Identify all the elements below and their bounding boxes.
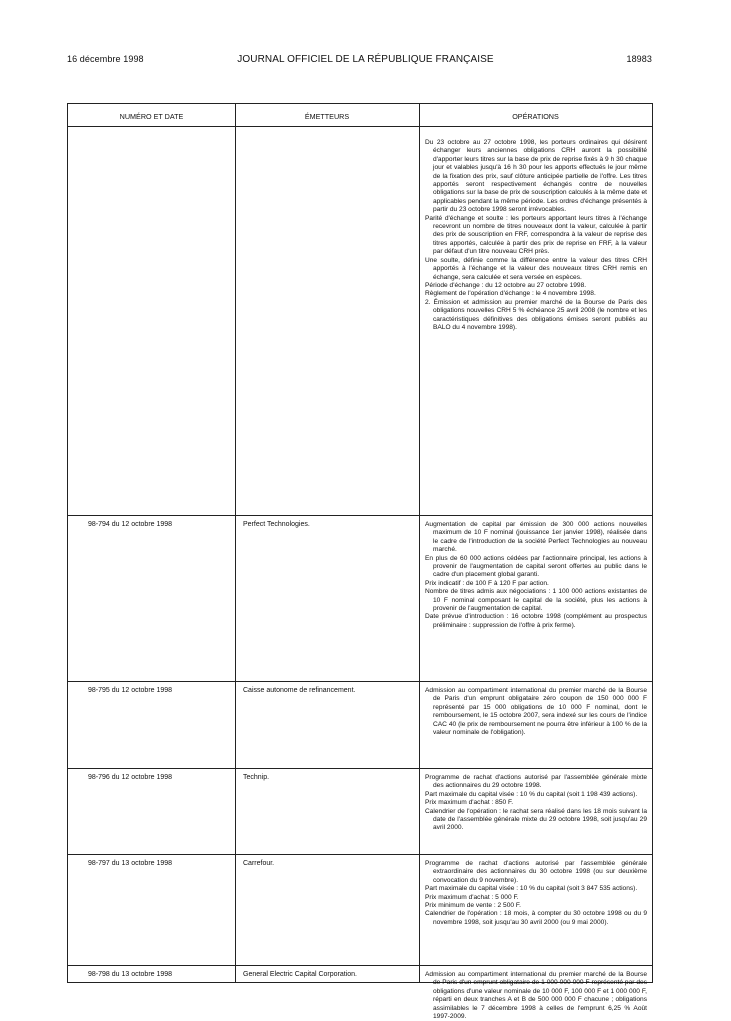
operation-paragraph: Augmentation de capital par émission de 300 000 actions nouvelles maximum de 10 F nominal (jouissance 1er janvier 1998), réalisée dans le cadre de l'introduction de la société Perfect Technologies au nouveau marché.	[425, 521, 647, 554]
operation-paragraph: Période d'échange : du 12 octobre au 27 octobre 1998.	[425, 281, 587, 289]
operation-paragraph: Admission au compartiment international du premier marché de la Bourse de Paris d'un emprunt obligataire de 1 000 000 000 F représenté par des obligations d'une valeur nominale de 10 000 F, 100 000 F et 1 000 000 F, réparti en deux tranches A et B de 500 000 000 F chacune ; obligations assimilables le 7 décembre 1998 à celles de l'emprunt 6,25 % Août 1997-2009.	[425, 971, 647, 1021]
header-date: 16 décembre 1998	[67, 54, 144, 64]
row-operations	[425, 687, 647, 737]
operation-paragraph: Part maximale du capital visée : 10 % du capital (soit 1 198 439 actions).	[425, 790, 638, 798]
operation-paragraph: Programme de rachat d'actions autorisé par l'assemblée générale extraordinaire des actionnaires du 30 octobre 1998 (ou sur deuxième convocation du 9 novembre).	[425, 860, 647, 884]
table-header	[68, 104, 652, 127]
operation-paragraph: Admission au compartiment international du premier marché de la Bourse de Paris d'un emprunt obligataire zéro coupon de 150 000 000 F représenté par 15 000 obligations de 10 000 F nominal, dont le remboursement, le 15 octobre 2007, sera indexé sur les cours de l'indice CAC 40 (le prix de remboursement ne pourra être inférieur à 100 % de la valeur nominale de l'obligation).	[425, 687, 647, 737]
row-issuer: Carrefour.	[243, 860, 275, 867]
column-header-operations: OPÉRATIONS	[512, 112, 559, 121]
row-number: 98-797 du 13 octobre 1998	[88, 860, 173, 867]
row-operations	[425, 139, 647, 332]
row-issuer: Technip.	[243, 774, 270, 781]
operation-paragraph: Prix minimum de vente : 2 500 F.	[425, 902, 522, 910]
journal-title: JOURNAL OFFICIEL DE LA RÉPUBLIQUE FRANÇAISE	[237, 54, 494, 65]
row-number: 98-798 du 13 octobre 1998	[88, 971, 173, 978]
operation-paragraph: Règlement de l'opération d'échange : le 4 novembre 1998.	[425, 290, 596, 298]
operation-paragraph: Part maximale du capital visée : 10 % du capital (soit 3 847 535 actions).	[425, 885, 638, 893]
row-issuer: Caisse autonome de refinancement.	[243, 687, 356, 694]
operation-paragraph: Prix indicatif : de 100 F à 120 F par action.	[425, 579, 549, 587]
table-row	[68, 681, 652, 769]
operation-paragraph: Nombre de titres admis aux négociations : 1 100 000 actions existantes de 10 F nominal composant le capital de la société, plus les actions à provenir de l'augmentation de capital.	[425, 588, 647, 613]
operation-paragraph: Une soulte, définie comme la différence entre la valeur des titres CRH apportés à l'échange et la valeur des nouveaux titres CRH remis en échange, sera calculée et sera versée en espèces.	[425, 256, 647, 281]
row-issuer: Perfect Technologies.	[243, 521, 310, 528]
table-row	[68, 854, 652, 966]
operations-table	[67, 103, 653, 1021]
row-operations	[425, 521, 647, 630]
column-header-number: NUMÉRO ET DATE	[119, 112, 184, 121]
column-header-issuers: ÉMETTEURS	[304, 112, 350, 121]
table-row	[68, 515, 652, 682]
operation-paragraph: Calendrier de l'opération : 18 mois, à compter du 30 octobre 1998 ou du 9 novembre 1998, soit jusqu'au 30 avril 2000 (ou 9 mai 2000).	[425, 910, 647, 926]
table-row	[68, 965, 652, 1021]
operation-paragraph: Programme de rachat d'actions autorisé par l'assemblée générale mixte des actionnaires du 29 octobre 1998.	[425, 774, 647, 790]
row-number: 98-794 du 12 octobre 1998	[88, 521, 173, 528]
table-row	[68, 126, 652, 516]
row-issuer: General Electric Capital Corporation.	[243, 971, 357, 978]
table-row	[68, 768, 652, 855]
operation-paragraph: 2. Émission et admission au premier marché de la Bourse de Paris des obligations nouvelles CRH 5 % échéance 25 avril 2008 (le nombre et les caractéristiques définitives des obligations émises seront publiés au BALO du 4 novembre 1998).	[425, 298, 647, 331]
row-operations	[425, 971, 647, 1021]
operation-paragraph: En plus de 60 000 actions cédées par l'actionnaire principal, les actions à provenir de l'augmentation de capital seront offertes au public dans le cadre d'un placement global garanti.	[425, 554, 647, 579]
page-number: 18983	[626, 54, 652, 64]
row-operations	[425, 774, 647, 833]
operation-paragraph: Prix maximum d'achat : 850 F.	[425, 799, 514, 807]
row-number: 98-796 du 12 octobre 1998	[88, 774, 173, 781]
operation-paragraph: Parité d'échange et soulte : les porteurs apportant leurs titres à l'échange recevront un nombre de titres nouveaux dont la valeur, calculée à partir des prix de souscription en FRF, correspondra à la valeur de reprise des titres apportés, calculée à partir des prix de reprise en FRF, à la valeur par défaut d'un titre nouveau CRH près.	[425, 214, 647, 256]
row-operations	[425, 860, 647, 927]
row-number: 98-795 du 12 octobre 1998	[88, 687, 173, 694]
operation-paragraph: Date prévue d'introduction : 16 octobre 1998 (complément au prospectus préliminaire : suppression de l'offre à prix ferme).	[425, 613, 647, 629]
operation-paragraph: Prix maximum d'achat : 5 000 F.	[425, 893, 519, 901]
operation-paragraph: Calendrier de l'opération : le rachat sera réalisé dans les 18 mois suivant la date de l'assemblée générale mixte du 29 octobre 1998, soit jusqu'au 29 avril 2000.	[425, 807, 647, 832]
operation-paragraph: Du 23 octobre au 27 octobre 1998, les porteurs ordinaires qui désirent échanger leurs anciennes obligations CRH auront la possibilité d'apporter leurs titres sur la base de prix de reprise fixés à 9 h 30 chaque jour et valables jusqu'à 16 h 30 pour les apports effectués le jour même de la fixation des prix, sauf clôture anticipée partielle de l'offre. Les titres apportés seront respectivement échangés contre de nouvelles obligations sur la base de prix de souscription calculés à la même date et applicables pendant la même période. Les ordres d'échange présentés à partir du 23 octobre 1998 seront irrévocables.	[425, 139, 647, 214]
